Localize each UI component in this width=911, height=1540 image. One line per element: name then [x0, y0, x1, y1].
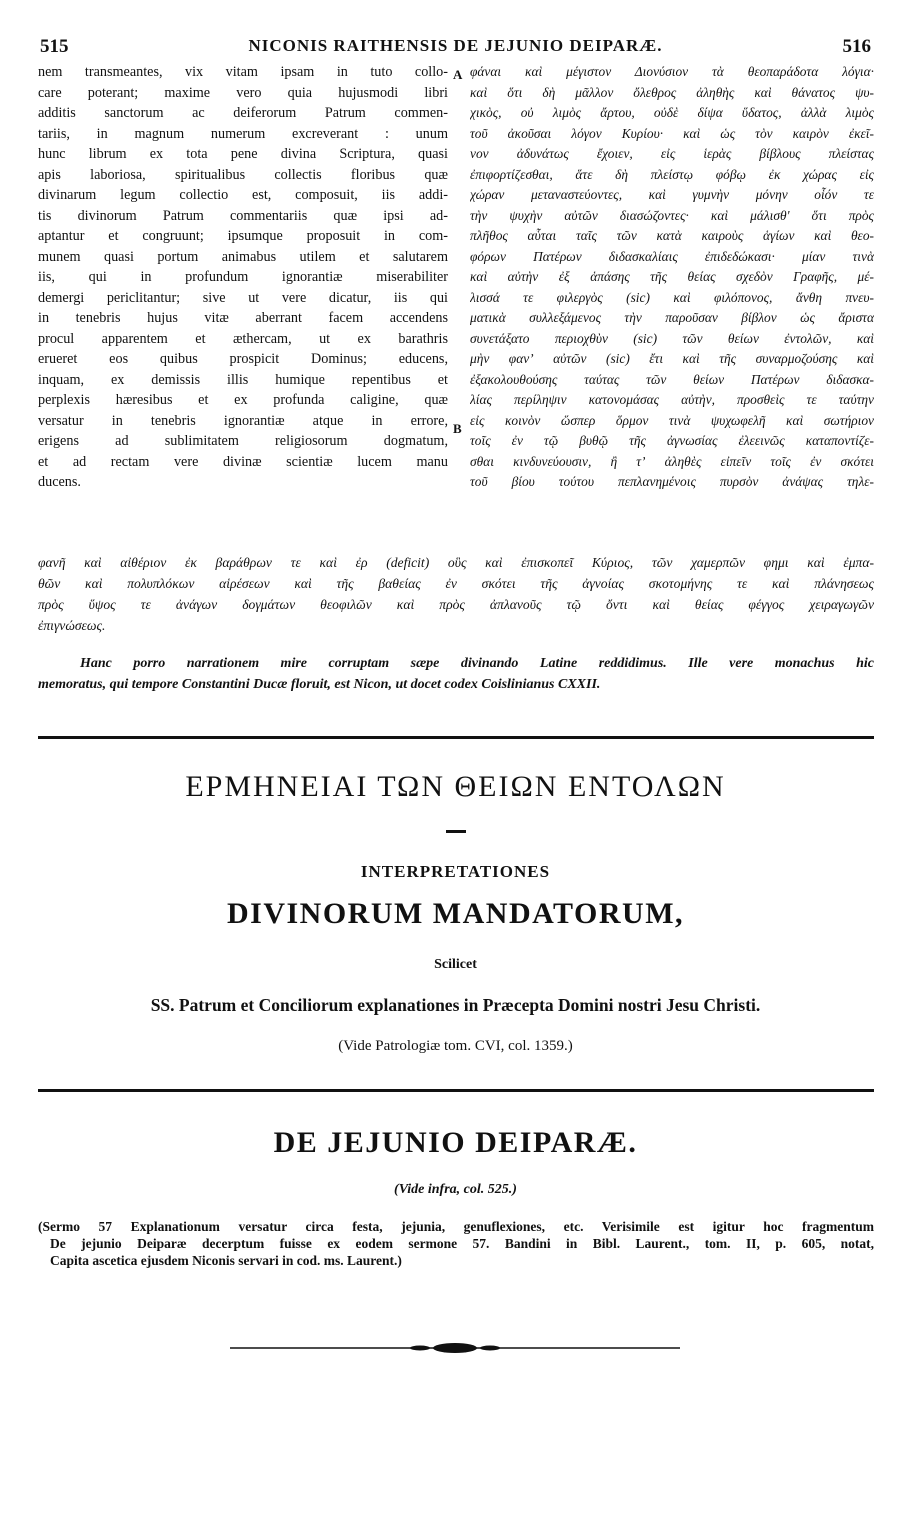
latin-line: hunc librum ex tota pene divina Scriptura, quasi [38, 146, 448, 162]
greek-section-title: ΕΡΜΗΝΕΙΑΙ ΤΩΝ ΘΕΙΩΝ ΕΝΤΟΛΩΝ [185, 770, 726, 803]
latin-line: nem transmeantes, vix vitam ipsam in tuto collo- [38, 64, 448, 80]
latin-line: munem quasi portum animabus utilem et salutarem [38, 248, 448, 265]
latin-line: perplexis hæresibus et ex profunda caligine, quæ [38, 392, 448, 408]
greek-line: ἐπιφορτίζεσθαι, ἅτε δὴ πλείστῳ φόβῳ ἐκ χώρας εἰς [470, 166, 874, 182]
greek-line: φόρων Πατέρων διδασκαλίαις ἐπιδεδώκασι· μίαν τινὰ [470, 248, 874, 264]
section-rule [38, 1089, 874, 1092]
latin-line: tis divinorum Patrum commentariis quæ ipsi ad- [38, 207, 448, 224]
section2-title: DE JEJUNIO DEIPARÆ. [273, 1126, 638, 1159]
greek-line: ματικὰ συλλεξάμενος τὴν παροῦσαν βίβλον ὡς ἄριστα [470, 310, 874, 325]
greek-continuation-line: φανῆ καὶ αἰθέριον ἐκ βαράθρων τε καὶ ἐρ (deficit) οὓς καὶ ἐπισκοπεῖ Κύριος, τῶν χαμερπῶν φημι καὶ ἐμπα- [38, 555, 874, 570]
greek-line: πλῆθος αὗται ταῖς τῶν κατὰ καιροὺς ἁγίων καὶ θεο- [470, 228, 874, 243]
note-line: memoratus, qui tempore Constantini Ducæ floruit, est Nicon, ut docet codex Coislinianus CXXII. [38, 677, 601, 692]
section2-footnote [38, 1218, 874, 1269]
latin-line: iis, qui in profundum ignorantiæ miserabiliter [38, 269, 448, 285]
greek-line: εἰς κοινὸν ὥσπερ ὅρμον τινὰ ψυχωφελῆ καὶ σωτήριον [470, 412, 874, 428]
greek-line: τοῖς ἐν τῷ βυθῷ τῆς ἀγνωσίας ἐλεεινῶς καταποντίζε- [470, 433, 874, 448]
page-number-left: 515 [40, 36, 69, 57]
section-subtitle: INTERPRETATIONES [360, 862, 551, 881]
latin-line: care poterant; maxime vero quia hujusmodi libri [38, 84, 448, 101]
greek-continuation-line: ἐπιγνώσεως. [38, 618, 106, 633]
latin-line: inquam, ex demissis illis humique repentibus et [38, 371, 448, 388]
footnote-line: (Sermo 57 Explanationum versatur circa festa, jejunia, genuflexiones, etc. Verisimile est igitur hoc fragmentum [38, 1219, 874, 1234]
greek-line: σθαι κινδυνεύουσιν, ἢ τʼ ἀληθὲς εἰπεῖν τοῖς ἐν σκότει [470, 453, 874, 469]
footnote-line: De jejunio Deiparæ decerptum fuisse ex eodem sermone 57. Bandini in Bibl. Laurent., tom. II, p. 605, notat, [50, 1236, 874, 1251]
margin-letter-b: B [453, 421, 462, 436]
latin-line: versatur in tenebris ignorantiæ atque in errore, [38, 412, 448, 429]
section-title: DIVINORUM MANDATORUM, [226, 897, 685, 930]
greek-line: μὴν φανʼ αὐτῶν (sic) ἔτι καὶ τῆς συναρμοζούσης καὶ [470, 351, 874, 366]
latin-line: divinarum legum collectio est, composuit, iis addi- [38, 187, 448, 203]
latin-line: erigens ad sublimitatem religiosorum dogmatum, [38, 433, 448, 449]
greek-line: συνετάξατο περιοχθὺν (sic) τῶν θείων ἐντολῶν, καὶ [470, 330, 874, 346]
greek-line: φάναι καὶ μέγιστον Διονύσιον τὰ θεοπαράδοτα λόγια· [470, 64, 874, 79]
greek-line: νον ἀδυνάτως ἔχοιεν, εἰς ἱερὰς βίβλους πλείστας [470, 146, 874, 161]
editorial-note [38, 653, 874, 695]
latin-line: demergi periclitantur; sive ut vere dicatur, iis qui [38, 289, 448, 306]
note-line: Hanc porro narrationem mire corruptam sæpe divinando Latine reddidimus. Ille vere monachus hic [80, 656, 874, 671]
greek-line: λισσά τε φιλεργὸς (sic) καὶ φιλόπονος, ἄνθη πνευ- [470, 289, 874, 305]
section-rule [38, 736, 874, 739]
page-number-right: 516 [842, 36, 871, 57]
greek-continuation-line: θῶν καὶ πολυπλόκων αἱρέσεων καὶ τῆς βαθείας ἐν σκότει τῆς ἀγνοίας σκοτομήνης τε καὶ πλάνησεως [38, 576, 874, 591]
greek-line: ἐξακολουθούσης ταύτας τῶν θείων Πατέρων διδασκα- [470, 371, 874, 387]
running-title: NICONIS RAITHENSIS DE JEJUNIO DEIPARÆ. [248, 36, 663, 55]
greek-continuation-line: πρὸς ὕψος τε ἀνάγων δογμάτων θεοφιλῶν καὶ πρὸς ἀπλανοῦς τῷ ὄντι καὶ θείας φέγγος χειραγωγῶν [38, 597, 874, 612]
greek-line: χικὸς, οὐ λιμὸς ἄρτου, οὐδὲ δίψα ὕδατος, ἀλλὰ λιμὸς [470, 105, 874, 120]
latin-line: additis sanctorum ac deiferorum Patrum commen- [38, 105, 448, 121]
latin-line: apis laboriosa, spiritualibus collectis floribus quæ [38, 166, 448, 183]
greek-column [470, 62, 874, 493]
latin-line: procul apparentem et æthercam, ut ex barathris [38, 330, 448, 347]
margin-letter-a: A [453, 67, 463, 82]
title-dash [446, 830, 466, 833]
greek-line: καὶ ὅτι δὴ μᾶλλον ὄλεθρος ἀληθὴς καὶ θάνατος ψυ- [470, 84, 874, 100]
latin-column [38, 62, 448, 493]
greek-line: καὶ αὐτὴν ἐξ ἁπάσης τῆς θείας σχεδὸν Γραφῆς, μέ- [470, 269, 874, 284]
latin-line: erueret eos quibus prospicit Dominus; educens, [38, 351, 448, 367]
greek-line: λίας περίληψιν κατονομάσας αὐτὴν, προσθεὶς τε ταύτην [470, 392, 874, 407]
greek-line: τοῦ ἀκοῦσαι λόγον Κυρίου· καὶ ὡς τὸν καιρὸν ἐκεῖ- [470, 125, 874, 141]
footnote-line: Capita ascetica ejusdem Niconis servari in cod. ms. Laurent.) [50, 1253, 402, 1268]
greek-line: τοῦ βίου τούτου πεπλανημένοις πυρσὸν ἀνάψας τηλε- [470, 474, 874, 489]
latin-line: et ad rectam vere divinæ scientiæ lucem manu [38, 453, 448, 470]
greek-continuation [38, 552, 874, 636]
patrologia-reference: (Vide Patrologiæ tom. CVI, col. 1359.) [338, 1038, 573, 1054]
latin-line: ducens. [38, 474, 81, 490]
latin-line: aptantur et congruunt; ipsumque proposuit in com- [38, 228, 448, 244]
scilicet-label: Scilicet [434, 957, 477, 972]
ornamental-divider [230, 1340, 680, 1356]
latin-line: tariis, in magnum numerum excreverant : unum [38, 125, 448, 142]
section-explanation: SS. Patrum et Conciliorum explanationes in Præcepta Domini nostri Jesu Christi. [150, 995, 761, 1015]
greek-line: τὴν ψυχὴν αὐτῶν διασώζοντες· καὶ μάλισθ' ὅτι πρὸς [470, 207, 874, 223]
section2-reference: (Vide infra, col. 525.) [394, 1182, 517, 1197]
latin-line: in tenebris hujus vitæ aberrant facem accendens [38, 310, 448, 326]
greek-line: χώραν μεταναστεύοντες, καὶ γυμνὴν μόνην οἷόν τε [470, 187, 874, 202]
